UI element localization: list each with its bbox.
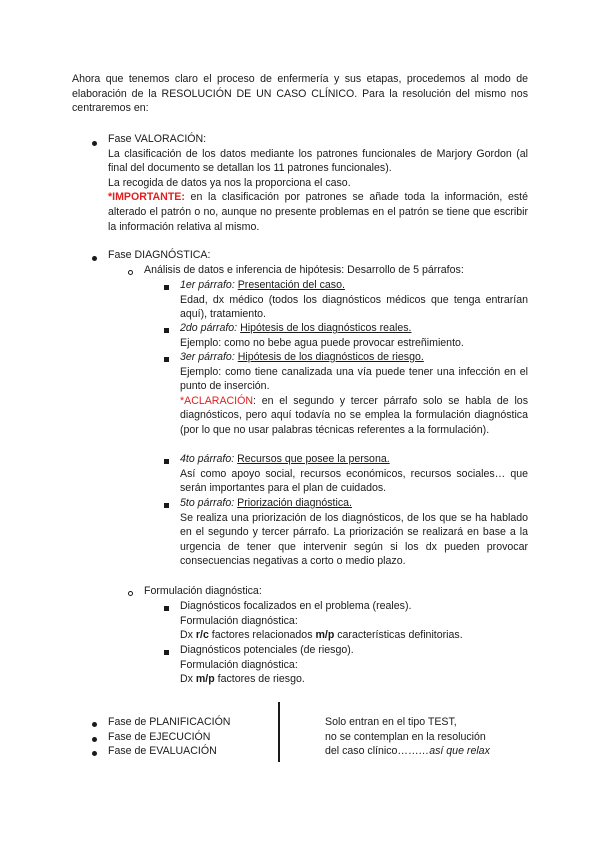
p4-text: Así como apoyo social, recursos económicos, recursos sociales… que serán importantes para el plan de cuidados. (180, 467, 528, 495)
p1-label: 1er párrafo: (180, 279, 235, 291)
bullet-icon (92, 141, 97, 146)
important-label: *IMPORTANTE: (108, 191, 185, 204)
f2-title: Diagnósticos potenciales (de riesgo). (180, 644, 354, 656)
square-bullet-icon (164, 606, 169, 611)
square-bullet-icon (164, 650, 169, 655)
f2-sub: Formulación diagnóstica: (180, 658, 298, 671)
p3-title: Hipótesis de los diagnósticos de riesgo. (237, 351, 424, 363)
valoracion-important (108, 190, 528, 234)
paragraph-1 (180, 278, 528, 322)
p3-label: 3er párrafo: (180, 351, 235, 363)
square-bullet-icon (164, 459, 169, 464)
p4-title: Recursos que posee la persona. (237, 453, 390, 465)
note-line3: del caso clínico…… (325, 745, 419, 758)
square-bullet-icon (164, 357, 169, 362)
vertical-divider (278, 702, 280, 762)
f1-end: características definitorias. (334, 629, 463, 642)
aclaracion-text: : en el segundo y tercer párrafo solo se habla de los diagnósticos, pero aquí todavía no se emplea la formulación diagnóstica (por lo que no usar palabras técnicas referentes a la formulación). (180, 394, 528, 436)
important-text: en la clasificación por patrones se añade toda la información, esté alterado el patrón o no, aunque no presente problemas en el patrón se tiene que escribir la información relativa al mismo. (108, 191, 528, 233)
fases-note (325, 715, 535, 759)
f1-dx: Dx (180, 629, 196, 642)
square-bullet-icon (164, 285, 169, 290)
circle-bullet-icon (128, 270, 133, 275)
bullet-icon (92, 722, 97, 727)
p3-text: Ejemplo: como tiene canalizada una vía puede tener una infección en el punto de inserción. (180, 365, 528, 393)
p2-title: Hipótesis de los diagnósticos reales. (240, 322, 412, 334)
p4-label: 4to párrafo: (180, 453, 235, 465)
analysis-heading: Análisis de datos e inferencia de hipótesis: Desarrollo de 5 párrafos: (144, 264, 464, 276)
formulacion-reales (180, 599, 528, 643)
valoracion-title: Fase VALORACIÓN: (108, 133, 207, 145)
valoracion-line1: La clasificación de los datos mediante los patrones funcionales de Marjory Gordon (al final del documento se detallan los 11 patrones funcionales). (108, 147, 528, 175)
section-valoracion (108, 132, 528, 234)
p5-label: 5to párrafo: (180, 497, 235, 509)
paragraph-5 (180, 496, 528, 569)
bullet-icon (92, 256, 97, 261)
f1-mp: m/p (315, 629, 335, 642)
f1-sub: Formulación diagnóstica: (180, 614, 298, 627)
f2-mp: m/p (195, 673, 215, 686)
intro-text: Ahora que tenemos claro el proceso de enfermería y sus etapas, procedemos al modo de elaboración de la RESOLUCIÓN DE UN CASO CLÍNICO. Para la resolución del mismo nos centraremos en: (72, 73, 528, 115)
fase-ejecucion: Fase de EJECUCIÓN (108, 731, 211, 743)
p2-label: 2do párrafo: (180, 322, 238, 334)
note-line1: Solo entran en el tipo TEST, (325, 716, 457, 728)
bullet-icon (92, 737, 97, 742)
f1-rc: r/c (195, 629, 209, 642)
fase-planificacion: Fase de PLANIFICACIÓN (108, 716, 231, 728)
diagnostica-title: Fase DIAGNÓSTICA: (108, 249, 211, 261)
valoracion-line2: La recogida de datos ya nos la proporciona el caso. (108, 176, 351, 189)
formulacion-riesgo (180, 643, 528, 687)
p2-text: Ejemplo: como no bebe agua puede provocar estreñimiento. (180, 336, 464, 349)
bullet-icon (92, 751, 97, 756)
intro-paragraph (72, 72, 528, 116)
paragraph-4 (180, 452, 528, 496)
note-line3-italic: …así que relax (418, 745, 490, 758)
formulacion-heading: Formulación diagnóstica: (144, 585, 262, 597)
p1-text: Edad, dx médico (todos los diagnósticos médicos que tenga entrarían aquí), tratamiento. (180, 293, 528, 321)
aclaracion-label: *ACLARACIÓN (180, 394, 253, 407)
paragraph-2 (180, 321, 528, 350)
square-bullet-icon (164, 328, 169, 333)
fase-evaluacion: Fase de EVALUACIÓN (108, 745, 217, 757)
square-bullet-icon (164, 503, 169, 508)
f2-end: factores de riesgo. (214, 673, 305, 686)
note-line2: no se contemplan en la resolución (325, 730, 486, 743)
f1-mid: factores relacionados (208, 629, 316, 642)
paragraph-3 (180, 350, 528, 438)
p5-text: Se realiza una priorización de los diagnósticos, de los que se ha hablado en el segundo y tercer párrafo. La priorización se realizará en base a la urgencia de tener que intervenir según si los dx pueden provocar consecuencias negativas a corto o medio plazo. (180, 511, 528, 568)
f1-title: Diagnósticos focalizados en el problema (reales). (180, 600, 412, 612)
p1-title: Presentación del caso. (237, 279, 345, 291)
f2-dx: Dx (180, 673, 196, 686)
circle-bullet-icon (128, 591, 133, 596)
p5-title: Priorización diagnóstica. (237, 497, 352, 509)
